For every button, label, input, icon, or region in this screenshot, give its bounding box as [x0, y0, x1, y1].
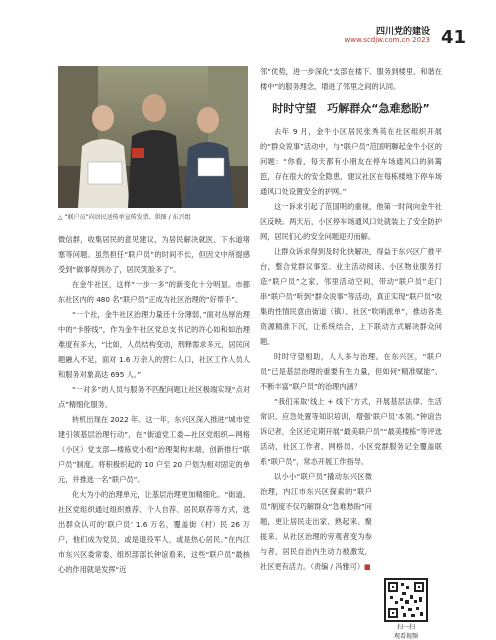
- magazine-url: www.scdjw.com.cn 2023: [344, 36, 430, 44]
- paragraph: 转机出现在 2022 年。这一年，东兴区深入推进“城市党建引领基层治理行动”，在“街道党工委—社区党组织—网格（小区）党支部—楼栋党小组”治理架构末端，创新推行“联户员”制度。将积极织起的 10 户至 20 户划为相对固定的单元，并推选一名“联户员”。: [58, 415, 250, 484]
- photo-caption: △ “联户员”向居民送传单宣传发票。供图 / 东兴组: [58, 214, 191, 221]
- end-mark-icon: ■: [364, 562, 371, 571]
- page-header: [306, 24, 466, 54]
- paragraph: 去年 9 月，金牛小区居民张秀英在社区组织开展的“群众说事”活动中，与“联户员”范国明聊起金牛小区的问题：“你看，每天都有小朋友在停车场通风口的斜篱笆，存在很大的安全隐患，建议社区在每栋楼地下停车场通风口处设置安全的护网。”: [260, 127, 442, 196]
- paragraph: “我们采取‘线上 + 线下’方式，开展基层法律、生活常识、应急处置等知识培训，增强‘联户员’本领。”钟谊告诉记者，全区还定期开展“最美联户员”“最美楼栋”等评选活动，社区工作者、网格员、小区党群服务记全覆盖联系“联户员”，常态开展工作指导。: [260, 397, 442, 466]
- qr-pattern: [386, 580, 426, 620]
- qr-label-line1: 扫一扫: [396, 624, 415, 631]
- closing-paragraph: [260, 469, 372, 574]
- paragraph: “一对多”的人员与服务不匹配问题让社区极端实现“点对点”精细化服务。: [58, 385, 250, 409]
- paragraph: 让群众诉求得到及时化快解决，得益于东兴区广推平台，整合党群议事室、业主活动阅读、小区物业服务打造“联户员”之家，邻里活动空间，带动“联户员”走门串“联户员”听到“群众说事”等活动，真正实现“联户员”收集的性情民意由街道（镇）、社区“吹哨派单”，推动各类资源精准下沉，让系统结合，上下联动方式解决群众问题。: [260, 247, 442, 346]
- paragraph: 化大为小的治理单元，让基层治理更加精细化。“街道、社区党组织通过组织推荐、个人自荐、居民联荐等方式，选出群众认可的‘联户员’ 1.6 万名，覆盖街（村）民 26 万户，他们成为党员，或是退役军人，或是热心居民。”在内江市东兴区委常委、组织部部长钟谊看来，这些“联户员”最核心的作用就是发挥“近: [58, 490, 250, 574]
- left-column: [58, 232, 250, 577]
- photo-illustration: [58, 66, 248, 208]
- paragraph: 这一诉求引起了范国明的重视，他第一时间向金牛社区反映。两天后，小区停车场通风口处就装上了安全防护网，居民们心的安全问题迎刃而解。: [260, 202, 442, 241]
- qr-code-icon[interactable]: [384, 578, 428, 622]
- qr-code-block[interactable]: [374, 578, 438, 640]
- paragraph: “一个社，金牛社区治理力量还十分薄弱，”面对丛厚治理中的“卡脖线”，作为金牛社区党总支书记的许心如和如治理难度有多大，“比如，人员结构变动，刑释需求多元，居民问题融入不足，面对 1.6 万余人的营仁人口，社区工作人员人和服务对象高达 695 人。”: [58, 310, 250, 379]
- paragraph: 微信群，收集居民的意见建议，为居民解决就医、下水道堵塞等问题。虽然担任“联户员”的时间不长，但因文中所提感受到“做事得到办了，居民笑脸多了”。: [58, 235, 250, 274]
- article-photo: [58, 66, 248, 208]
- closing-text: 以小小“联户员”撬动东兴区微治理，内江市东兴区探索的“联户员”制度不仅巧解群众“急难愁盼”问题，更让居民走出家、熟起来、聚拢来、从社区治理的旁观者变为参与者，居民自治内生动力被激发，社区更有活力。（责编 / 冯雅可）: [260, 472, 372, 571]
- section-heading: 时时守望 巧解群众“急难愁盼”: [272, 102, 430, 115]
- qr-label-line2: 观看视频: [393, 633, 418, 640]
- magazine-title: 四川党的建设: [375, 27, 430, 37]
- right-column: [260, 64, 442, 574]
- paragraph: 在金牛社区，这样“一步一多”的新变化十分明显。市都东社区内的 480 名“联户员”正成为社区治理的“好帮手”。: [58, 280, 250, 304]
- paragraph: 时时守望相助，人人多与治理。在东兴区，“联户员”已是基层治理的重要有生力量，但如何“精准赋能”、不断丰富“联户员”的治理内涵？: [260, 352, 442, 391]
- page-number: 41: [440, 27, 466, 48]
- paragraph: 邻”优势，进一步深化“支部在楼下、服务到楼里、和谐在楼中”的服务理念，增进了邻里之间的认同。: [260, 67, 442, 91]
